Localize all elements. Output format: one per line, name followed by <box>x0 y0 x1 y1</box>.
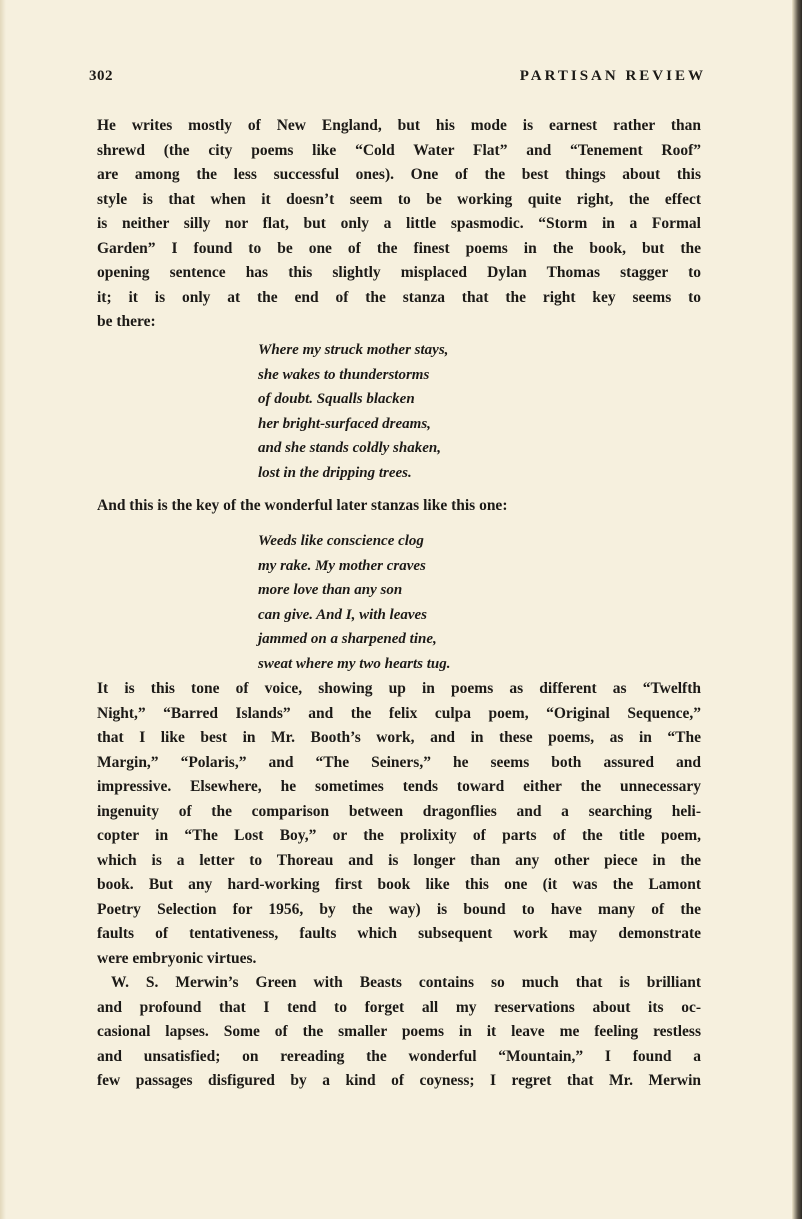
verse-line: and she stands coldly shaken, <box>258 440 441 456</box>
verse-line: jammed on a sharpened tine, <box>258 631 437 647</box>
text-line: And this is the key of the wonderful later stanzas like this one: <box>97 497 508 514</box>
paragraph-1 <box>97 114 701 335</box>
page-gutter-shadow <box>0 0 6 1219</box>
verse-line: sweat where my two hearts tug. <box>258 655 451 672</box>
text-line: He writes mostly of New England, but his mode is earnest rather than <box>97 117 701 134</box>
text-line: be there: <box>97 313 156 330</box>
text-line: ingenuity of the comparison between dragonflies and a searching heli- <box>97 802 701 820</box>
stanza-1 <box>258 338 598 485</box>
verse-line: of doubt. Squalls blacken <box>258 391 415 407</box>
page-header <box>89 68 706 88</box>
text-line: that I like best in Mr. Booth’s work, and in these poems, as in “The <box>97 729 701 746</box>
text-line: and unsatisfied; on rereading the wonderful “Mountain,” I found a <box>97 1047 701 1065</box>
verse-line: she wakes to thunderstorms <box>258 366 430 383</box>
text-line: it; it is only at the end of the stanza that the right key seems to <box>97 288 701 306</box>
text-line: W. S. Merwin’s Green with Beasts contains so much that is brilliant <box>111 974 701 991</box>
text-line: are among the less successful ones). One of the best things about this <box>97 166 701 183</box>
text-line: faults of tentativeness, faults which subsequent work may demonstrate <box>97 925 701 942</box>
verse-line: her bright-surfaced dreams, <box>258 415 431 432</box>
running-head: PARTISAN REVIEW <box>519 68 706 84</box>
text-line: It is this tone of voice, showing up in poems as different as “Twelfth <box>97 680 701 697</box>
verse-line: more love than any son <box>258 582 403 598</box>
text-line: Night,” “Barred Islands” and the felix culpa poem, “Original Sequence,” <box>97 704 701 722</box>
text-line: Poetry Selection for 1956, by the way) is bound to have many of the <box>97 900 701 918</box>
text-line: which is a letter to Thoreau and is longer than any other piece in the <box>97 851 701 869</box>
text-line: were embryonic virtues. <box>97 949 257 967</box>
text-line: copter in “The Lost Boy,” or the prolixity of parts of the title poem, <box>97 827 701 844</box>
text-line: and profound that I tend to forget all my reservations about its oc- <box>97 998 701 1016</box>
text-line: style is that when it doesn’t seem to be working quite right, the effect <box>97 190 701 208</box>
verse-line: can give. And I, with leaves <box>258 606 428 623</box>
text-line: shrewd (the city poems like “Cold Water Flat” and “Tenement Roof” <box>97 141 701 159</box>
verse-line: lost in the dripping trees. <box>258 464 412 481</box>
page-edge <box>792 0 802 1219</box>
verse-line: Weeds like conscience clog <box>258 533 424 549</box>
text-line: Margin,” “Polaris,” and “The Seiners,” he seems both assured and <box>97 753 701 771</box>
transition-line <box>97 494 701 519</box>
text-line: is neither silly nor flat, but only a little spasmodic. “Storm in a Formal <box>97 215 701 232</box>
text-line: Garden” I found to be one of the finest poems in the book, but the <box>97 239 701 257</box>
text-line: few passages disfigured by a kind of coyness; I regret that Mr. Merwin <box>97 1072 701 1089</box>
text-line: impressive. Elsewhere, he sometimes tends toward either the unnecessary <box>97 778 701 795</box>
text-line: book. But any hard-working first book like this one (it was the Lamont <box>97 876 701 893</box>
page-number: 302 <box>89 68 113 84</box>
paragraph-2 <box>97 677 701 1094</box>
stanza-2 <box>258 529 598 676</box>
text-line: casional lapses. Some of the smaller poems in it leave me feeling restless <box>97 1023 701 1040</box>
verse-line: my rake. My mother craves <box>258 557 426 574</box>
text-line: opening sentence has this slightly misplaced Dylan Thomas stagger to <box>97 264 701 281</box>
verse-line: Where my struck mother stays, <box>258 342 449 358</box>
